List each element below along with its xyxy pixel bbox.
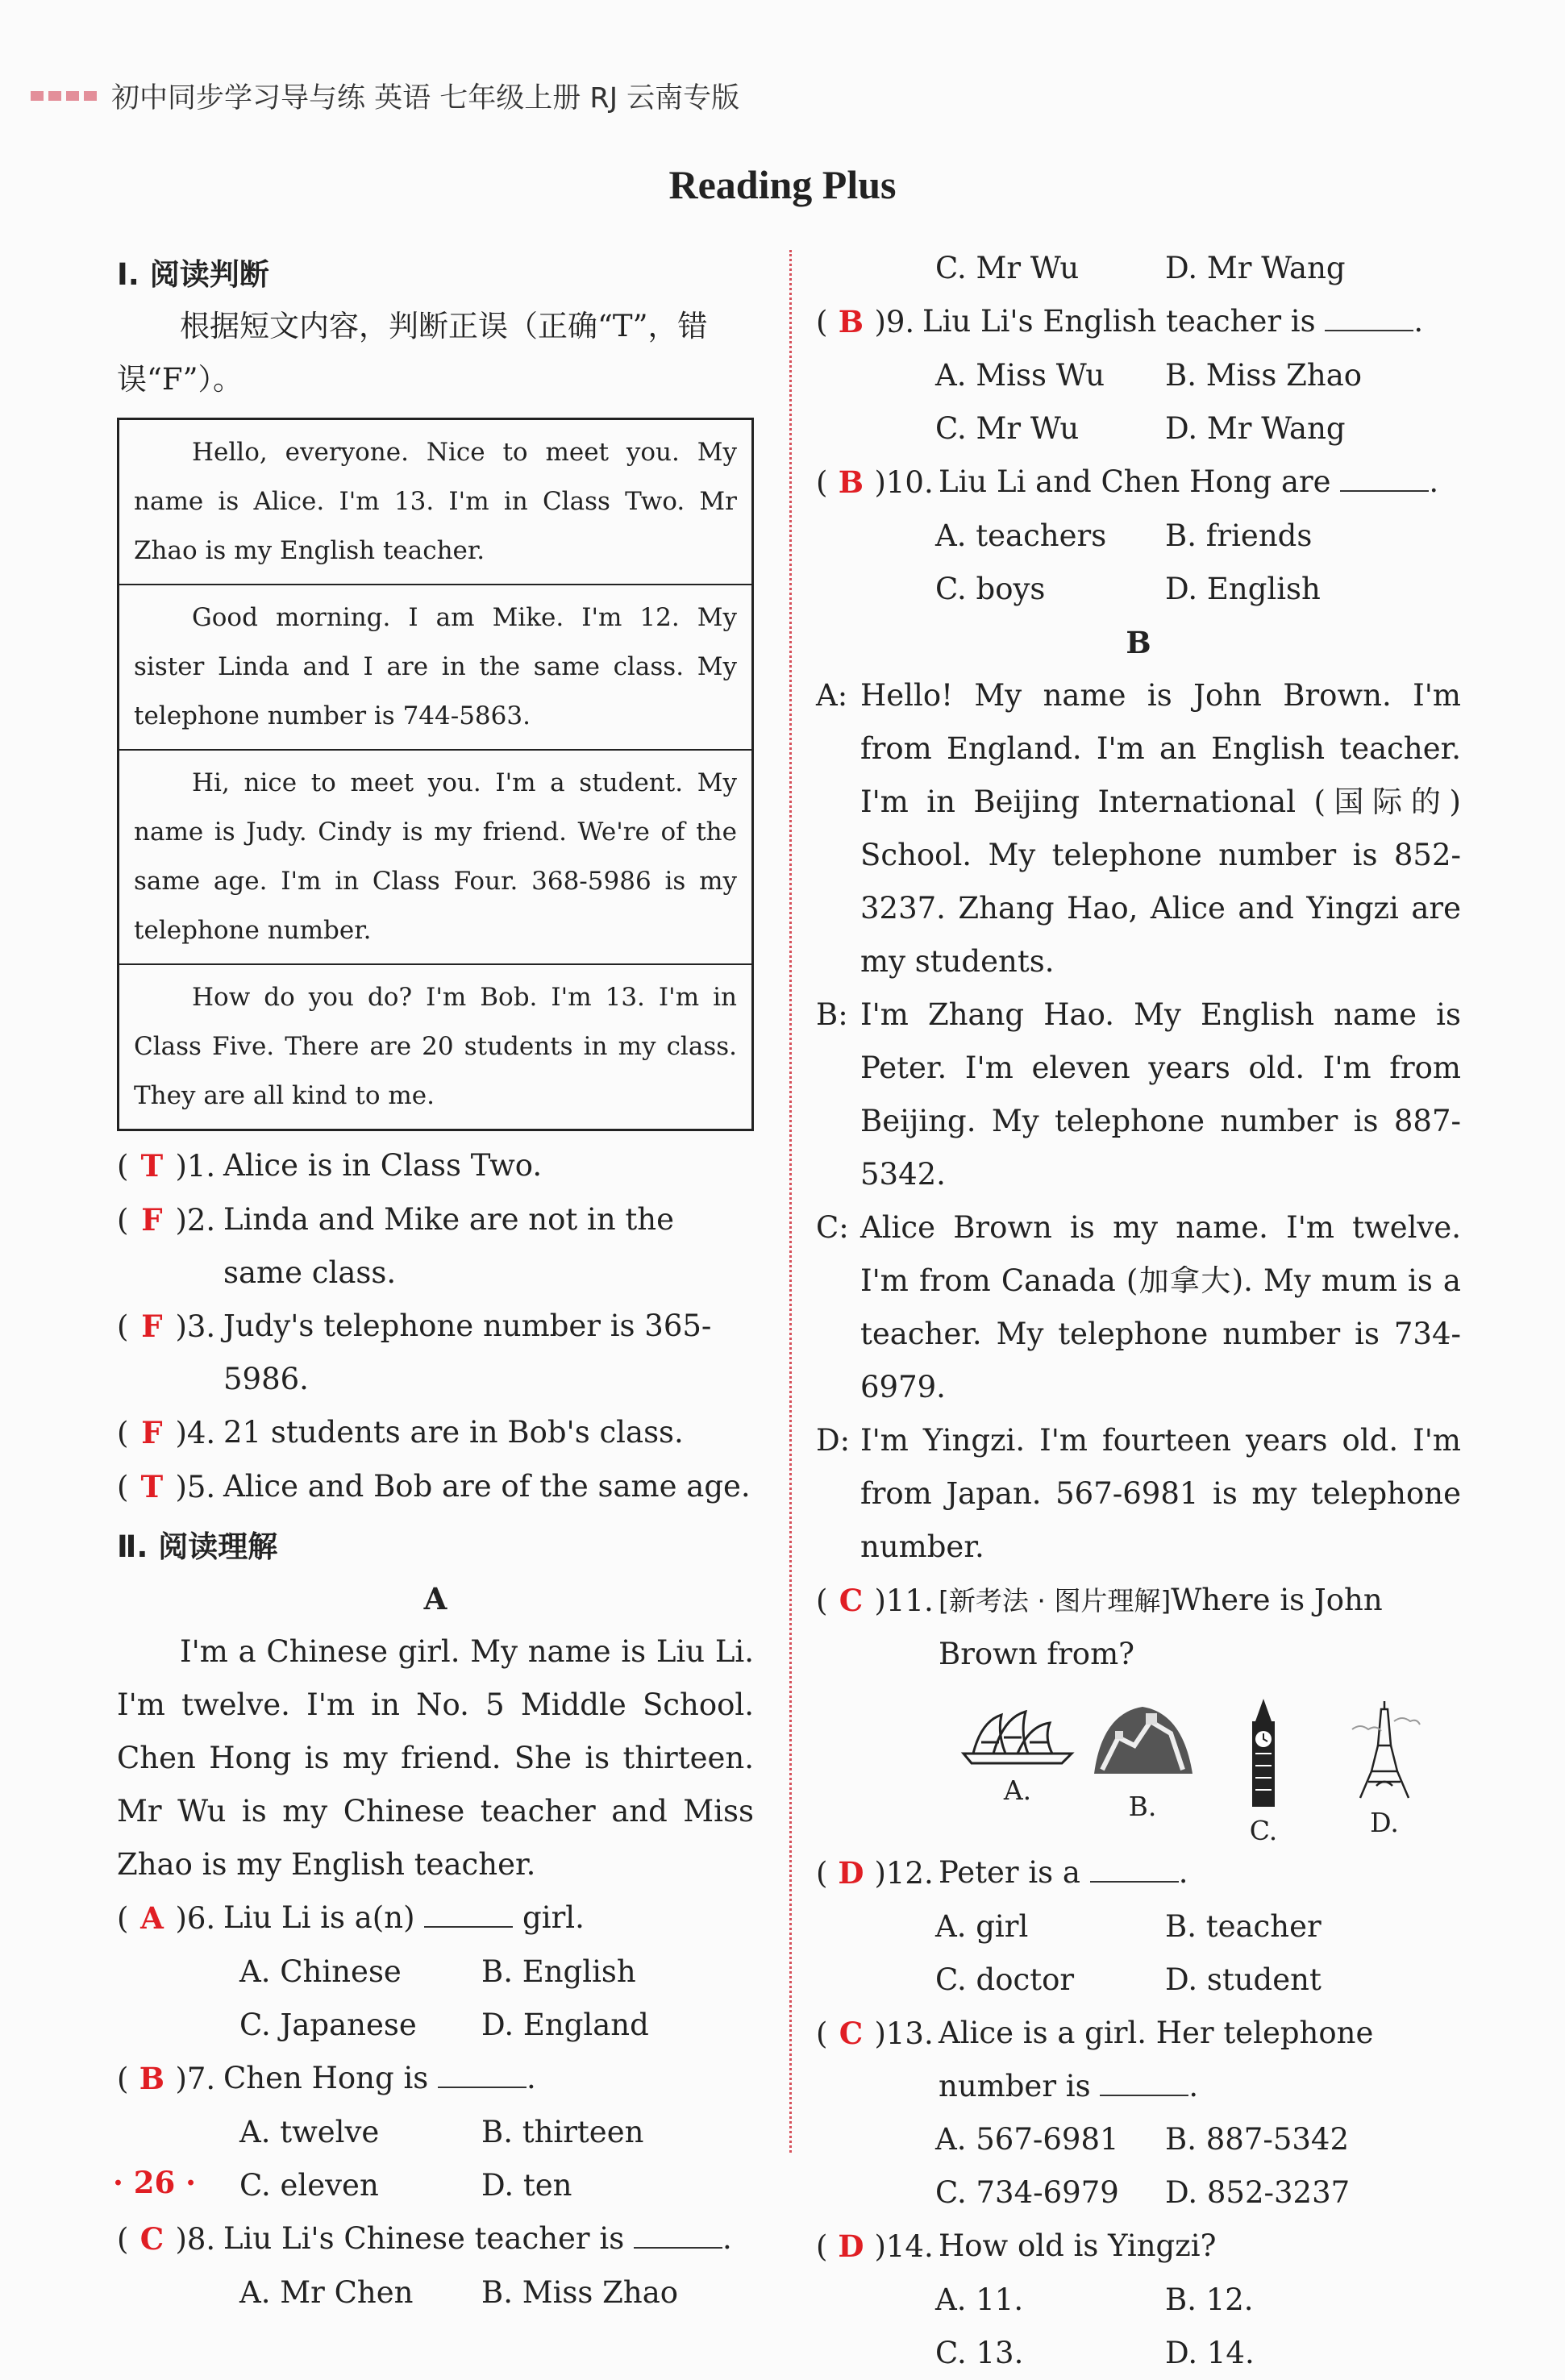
- part-b-label: B: [1126, 625, 1151, 660]
- option: C. Mr Wu: [935, 251, 1080, 285]
- answer-blank: [424, 1902, 513, 1928]
- question-number: )12.: [874, 1856, 934, 1891]
- question-text: Liu Li is a(n): [223, 1900, 415, 1935]
- question-number: )1.: [175, 1149, 216, 1184]
- option: A. 567-6981: [935, 2122, 1119, 2157]
- option: D. Mr Wang: [1165, 411, 1346, 446]
- header-text: 初中同步学习导与练 英语 七年级上册 RJ 云南专版: [111, 82, 740, 114]
- question-text: Liu Li's Chinese teacher is: [223, 2221, 625, 2256]
- question-text: Liu Li's English teacher is: [922, 304, 1316, 339]
- answer: B: [838, 304, 864, 339]
- passage-boxes: [117, 418, 754, 1131]
- answer-blank: [1100, 2070, 1188, 2096]
- passage-text: How do you do? I'm Bob. I'm 13. I'm in Class Five. There are 20 students in my class. They are all kind to me.: [134, 983, 737, 1110]
- dialog-line: [816, 988, 1461, 1201]
- options-12: [816, 1900, 1461, 2007]
- question-text: 21 students are in Bob's class.: [223, 1415, 684, 1450]
- option: C. eleven: [239, 2168, 379, 2203]
- option: D. student: [1165, 1962, 1322, 1997]
- question-text: Peter is a: [939, 1855, 1080, 1890]
- question-text-after: girl.: [522, 1900, 585, 1935]
- question-text-after: .: [527, 2061, 536, 2095]
- option: C. doctor: [935, 1962, 1075, 1997]
- question-text: Where is John Brown from?: [939, 1583, 1383, 1671]
- options-9: [816, 349, 1461, 456]
- question-number: )10.: [874, 465, 934, 500]
- great-wall-icon: [1086, 1697, 1199, 1786]
- option: A. twelve: [239, 2115, 380, 2149]
- option: D. 14.: [1165, 2336, 1255, 2370]
- options-6: [117, 1945, 754, 2052]
- question-text-after: .: [722, 2221, 732, 2256]
- question-number: )4.: [175, 1416, 216, 1450]
- question-6: ( A )6. Liu Li is a(n) girl.: [117, 1891, 754, 1945]
- question-number: )13.: [874, 2016, 934, 2051]
- option: D. English: [1165, 572, 1321, 606]
- option: A. Chinese: [239, 1954, 402, 1989]
- question-number: )9.: [874, 305, 915, 339]
- question-1: ( T )1. Alice is in Class Two.: [117, 1139, 754, 1193]
- question-text-after: .: [1413, 304, 1424, 339]
- header-marks: [31, 91, 97, 101]
- option: B. Miss Zhao: [481, 2275, 679, 2310]
- big-ben-icon: [1239, 1697, 1288, 1810]
- question-number: )11.: [874, 1583, 934, 1618]
- answer-blank: [1340, 466, 1429, 492]
- option: B. teacher: [1165, 1909, 1322, 1944]
- answer: F: [141, 1309, 163, 1344]
- section-1-heading: Ⅰ. 阅读判断: [117, 257, 269, 292]
- passage-text: Hello, everyone. Nice to meet you. My name is Alice. I'm 13. I'm in Class Two. Mr Zhao is my English teacher.: [134, 438, 737, 565]
- option-label: B.: [1128, 1791, 1157, 1822]
- speaker: B:: [816, 997, 848, 1032]
- option-label: D.: [1370, 1807, 1399, 1838]
- question-text: Linda and Mike are not in the same class.: [223, 1202, 675, 1290]
- question-2: ( F )2. Linda and Mike are not in the same class.: [117, 1193, 754, 1300]
- option: D. 852-3237: [1165, 2175, 1351, 2210]
- question-text: Liu Li and Chen Hong are: [939, 464, 1331, 499]
- option: A. Miss Wu: [935, 358, 1105, 393]
- option: C. boys: [935, 572, 1046, 606]
- question-4: ( F )4. 21 students are in Bob's class.: [117, 1406, 754, 1460]
- question-number: )6.: [175, 1901, 216, 1936]
- question-tag: [新考法 · 图片理解]: [939, 1585, 1172, 1616]
- question-text-after: .: [1178, 1855, 1188, 1890]
- option: B. 887-5342: [1165, 2122, 1349, 2157]
- option: D. England: [481, 2008, 649, 2042]
- question-9: ( B )9. Liu Li's English teacher is .: [816, 295, 1461, 349]
- option: B. friends: [1165, 518, 1313, 553]
- question-number: )2.: [175, 1203, 216, 1238]
- dialog-text: I'm Yingzi. I'm fourteen years old. I'm from Japan. 567-6981 is my telephone number.: [860, 1423, 1461, 1564]
- options-7: [117, 2106, 754, 2212]
- answer: A: [140, 1900, 164, 1936]
- right-column: [816, 242, 1461, 2380]
- option: B. English: [481, 1954, 636, 1989]
- answer: D: [838, 1855, 864, 1891]
- picture-option-c: [1203, 1697, 1324, 1846]
- passage-box: [119, 963, 751, 1129]
- option: C. 13.: [935, 2336, 1024, 2370]
- answer: B: [838, 464, 864, 500]
- question-5: ( T )5. Alice and Bob are of the same age.: [117, 1460, 754, 1514]
- picture-option-d: [1324, 1697, 1445, 1846]
- option: D. Mr Wang: [1165, 251, 1346, 285]
- dialog-text: I'm Zhang Hao. My English name is Peter. I'm eleven years old. I'm from Beijing. My telephone number is 887-5342.: [860, 997, 1461, 1192]
- column-divider: [789, 250, 792, 2153]
- left-column: [117, 242, 754, 2320]
- option: A. Mr Chen: [239, 2275, 414, 2310]
- option-label: C.: [1249, 1815, 1278, 1846]
- answer: T: [140, 1148, 164, 1184]
- question-number: )5.: [175, 1470, 216, 1504]
- opera-house-icon: [957, 1697, 1078, 1770]
- page-number: · 26 ·: [113, 2165, 197, 2200]
- dialog-line: [816, 1201, 1461, 1414]
- passage-box: [119, 749, 751, 963]
- question-11: ( C )11. [新考法 · 图片理解]Where is John Brown from?: [816, 1574, 1461, 1681]
- answer: B: [139, 2061, 165, 2096]
- question-12: ( D )12. Peter is a .: [816, 1846, 1461, 1900]
- question-text: Chen Hong is: [223, 2061, 429, 2095]
- dialog-line: [816, 669, 1461, 988]
- answer-blank: [438, 2062, 527, 2088]
- question-text-after: .: [1429, 464, 1439, 499]
- question-text: Alice is in Class Two.: [223, 1148, 543, 1183]
- question-number: )14.: [874, 2229, 934, 2264]
- answer: D: [838, 2228, 864, 2264]
- options-14: [816, 2274, 1461, 2380]
- options-13: [816, 2113, 1461, 2220]
- speaker: D:: [816, 1423, 851, 1458]
- dialog-text: Alice Brown is my name. I'm twelve. I'm from Canada (加拿大). My mum is a teacher. My telephone number is 734-6979.: [860, 1210, 1461, 1404]
- option: C. 734-6979: [935, 2175, 1119, 2210]
- page-header: [31, 77, 739, 115]
- question-10: ( B )10. Liu Li and Chen Hong are .: [816, 456, 1461, 510]
- part-a-label: A: [423, 1581, 447, 1616]
- passage-box: [119, 584, 751, 749]
- speaker: A:: [816, 678, 848, 713]
- answer: T: [140, 1469, 164, 1504]
- dialog-text: Hello! My name is John Brown. I'm from England. I'm an English teacher. I'm in Beijing International (国际的) School. My telephone number is 852-3237. Zhang Hao, Alice and Yingzi are my students.: [860, 678, 1461, 979]
- section-1-instruction: 根据短文内容，判断正误（正确“T”，错误“F”）。: [117, 309, 708, 397]
- option: A. teachers: [935, 518, 1107, 553]
- picture-option-b: [1082, 1697, 1203, 1846]
- question-3: ( F )3. Judy's telephone number is 365-5986.: [117, 1300, 754, 1406]
- options-10: [816, 510, 1461, 616]
- page-title: Reading Plus: [668, 162, 897, 207]
- question-text: Alice is a girl. Her telephone number is: [939, 2016, 1374, 2103]
- option: B. thirteen: [481, 2115, 644, 2149]
- question-number: )7.: [175, 2062, 216, 2096]
- answer: F: [141, 1202, 163, 1238]
- question-14: ( D )14. How old is Yingzi?: [816, 2220, 1461, 2274]
- option: A. girl: [935, 1909, 1029, 1944]
- question-number: )8.: [175, 2222, 216, 2257]
- question-7: ( B )7. Chen Hong is .: [117, 2052, 754, 2106]
- answer-blank: [1325, 306, 1413, 331]
- option: B. 12.: [1165, 2282, 1254, 2317]
- option: B. Miss Zhao: [1165, 358, 1363, 393]
- option: C. Japanese: [239, 2008, 417, 2042]
- passage-text: Good morning. I am Mike. I'm 12. My sister Linda and I are in the same class. My telephone number is 744-5863.: [134, 603, 737, 730]
- question-text: How old is Yingzi?: [939, 2228, 1217, 2263]
- answer-blank: [634, 2223, 722, 2249]
- options-8-top: [117, 2266, 754, 2320]
- option-label: A.: [1003, 1775, 1032, 1806]
- option: A. 11.: [935, 2282, 1024, 2317]
- part-a-passage: I'm a Chinese girl. My name is Liu Li. I'm twelve. I'm in No. 5 Middle School. Chen Hong is my friend. She is thirteen. Mr Wu is my Chinese teacher and Miss Zhao is my English teacher.: [117, 1634, 754, 1882]
- options-8-bottom: [816, 242, 1461, 295]
- dialog-line: [816, 1414, 1461, 1574]
- answer: C: [839, 2016, 864, 2051]
- answer: F: [141, 1415, 163, 1450]
- option: C. Mr Wu: [935, 411, 1080, 446]
- question-number: )3.: [175, 1309, 216, 1344]
- question-8: ( C )8. Liu Li's Chinese teacher is .: [117, 2212, 754, 2266]
- picture-option-a: [953, 1697, 1082, 1846]
- answer: C: [139, 2221, 164, 2257]
- speaker: C:: [816, 1210, 849, 1245]
- question-13: ( C )13. Alice is a girl. Her telephone number is .: [816, 2007, 1461, 2113]
- section-2-heading: Ⅱ. 阅读理解: [117, 1529, 278, 1564]
- eiffel-tower-icon: [1344, 1697, 1425, 1802]
- passage-text: Hi, nice to meet you. I'm a student. My name is Judy. Cindy is my friend. We're of the same age. I'm in Class Four. 368-5986 is my telephone number.: [134, 768, 737, 945]
- answer-blank: [1090, 1857, 1179, 1883]
- question-text-after: .: [1188, 2069, 1199, 2103]
- answer: C: [839, 1583, 864, 1618]
- option: D. ten: [481, 2168, 572, 2203]
- picture-options: [953, 1697, 1461, 1846]
- question-text: Judy's telephone number is 365-5986.: [223, 1309, 712, 1396]
- passage-box: [119, 420, 751, 584]
- question-text: Alice and Bob are of the same age.: [223, 1469, 751, 1504]
